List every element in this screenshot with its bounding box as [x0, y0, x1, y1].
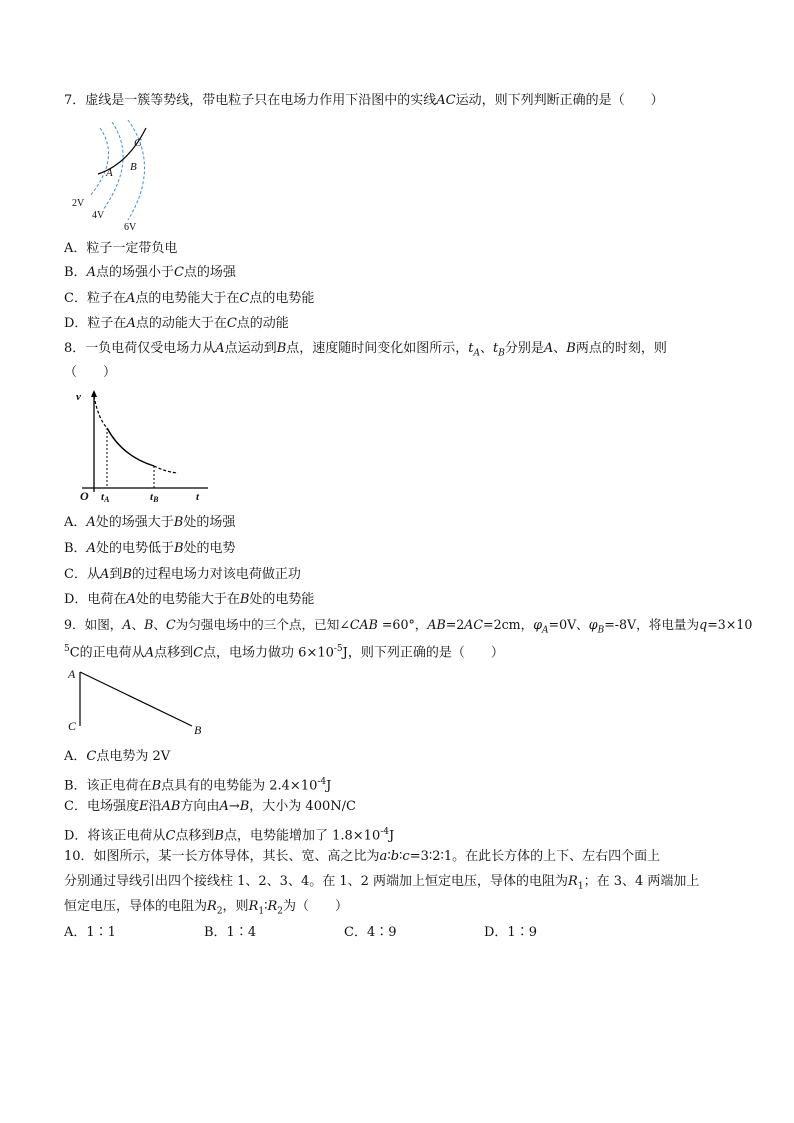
q10-option-b: B．1∶4 — [204, 925, 257, 940]
q9-option-d: D．将该正电荷从C点移到B点，电势能增加了 $1.8\times 10^{-4}J$ — [64, 827, 395, 844]
q10-option-c: C．4∶9 — [344, 925, 397, 940]
vertex-a: A — [68, 667, 76, 681]
label-a: A — [106, 167, 113, 179]
label-tb: tB — [150, 491, 159, 504]
v-axis-arrow — [91, 390, 97, 397]
q10-stem-line2: 分别通过导线引出四个接线柱 1、2、3、4。在 1、2 两端加上恒定电压，导体的电阻为$R_1$；在 3、4 两端加上 — [64, 874, 700, 892]
q10-option-a: A．1∶1 — [64, 925, 116, 940]
q9-option-a: A．C点电势为 2V — [64, 749, 171, 764]
velocity-curve-dashed-start — [94, 396, 107, 428]
velocity-curve-dashed-end — [154, 466, 178, 473]
equipotential-4v — [103, 122, 123, 210]
label-t: t — [196, 491, 200, 503]
q7-option-b: B．A点的场强小于C点的场强 — [64, 265, 236, 280]
q9-stem-line2: $^5$C的正电荷从A点移到C点，电场力做功 $6\times 10^{-5}J$，则下列正确的是（ ） — [64, 644, 504, 661]
q9-option-b: B．该正电荷在B点具有的电势能为 $2.4\times 10^{-4}J$ — [64, 777, 332, 794]
q7-option-c: C．粒子在A点的电势能大于在C点的电势能 — [64, 291, 315, 306]
q9-triangle-figure — [62, 664, 212, 740]
q10-stem-line1: 10．如图所示，某一长方体导体，其长、宽、高之比为a∶b∶c=3∶2∶1。在此长方体的上下、左右四个面上 — [64, 849, 661, 864]
equipotential-2v — [90, 128, 108, 196]
q8-stem-line2: （ ） — [64, 365, 117, 380]
vertex-c: C — [68, 719, 77, 733]
vertex-b: B — [194, 723, 202, 737]
label-b: B — [130, 161, 137, 173]
label-2v: 2V — [72, 198, 85, 209]
label-6v: 6V — [124, 222, 137, 233]
q10-stem-line3: 恒定电压，导体的电阻为$R_2$，则$R_1∶R_2$为（ ） — [64, 899, 349, 917]
q8-stem-line1: 8．一负电荷仅受电场力从A点运动到B点，速度随时间变化如图所示，$t_A$、$t_B$分别是A、B两点的时刻，则 — [64, 341, 667, 359]
q9-stem-line1: 9．如图，A、B、C为匀强电场中的三个点，已知∠CAB =60°，AB=2AC=2cm，$\varphi_A=0V$、$\varphi_B=-8V$，将电量为q=3×10 — [64, 617, 753, 636]
q8-option-b: B．A处的电势低于B处的电势 — [64, 541, 236, 556]
label-ta: tA — [101, 491, 110, 504]
label-c: C — [134, 137, 142, 149]
q10-option-d: D．1∶9 — [484, 925, 537, 940]
side-ab — [80, 672, 192, 726]
q7-option-d: D．粒子在A点的动能大于在C点的动能 — [64, 316, 289, 331]
velocity-curve — [107, 428, 154, 466]
q9-option-c: C．电场强度E沿AB方向由A→B，大小为 400N/C — [64, 799, 356, 814]
label-4v: 4V — [92, 210, 105, 221]
q8-option-a: A．A处的场强大于B处的场强 — [64, 515, 236, 530]
label-o: O — [80, 489, 89, 503]
q8-option-c: C．从A到B的过程电场力对该电荷做正功 — [64, 567, 301, 582]
q8-vt-graph — [74, 388, 214, 506]
q7-stem: 7．虚线是一簇等势线，带电粒子只在电场力作用下沿图中的实线AC运动，则下列判断正确的是（ ） — [64, 93, 664, 108]
q7-figure — [66, 118, 166, 236]
q8-option-d: D．电荷在A处的电势能大于在B处的电势能 — [64, 592, 315, 607]
label-v: v — [76, 391, 81, 403]
q7-option-a: A．粒子一定带负电 — [64, 241, 178, 256]
